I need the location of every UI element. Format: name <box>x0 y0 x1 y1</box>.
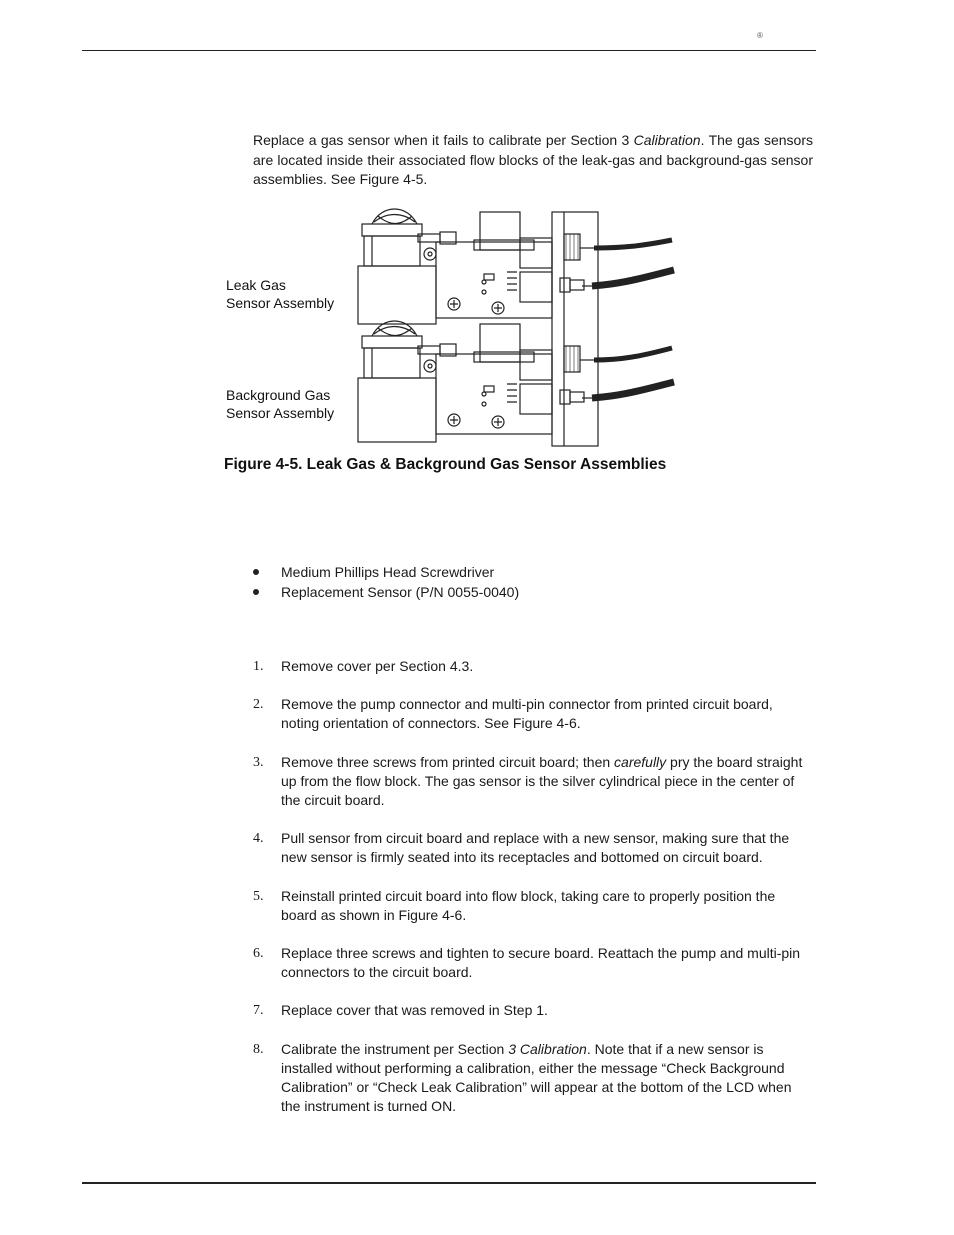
header-rule <box>82 50 816 51</box>
background-gas-assembly-drawing <box>358 321 594 442</box>
step-number: 6. <box>253 946 264 962</box>
step-number: 2. <box>253 697 264 713</box>
step-item <box>253 1040 813 1117</box>
step-text: Pull sensor from circuit board and replace with a new sensor, making sure that the new sensor is firmly seated into its receptacles and bottomed on circuit board. <box>281 830 790 866</box>
step-item <box>253 753 813 811</box>
step-number: 5. <box>253 888 264 904</box>
background-gas-label <box>226 386 334 422</box>
step-text: Calibrate the instrument per Section <box>281 1040 509 1057</box>
background-gas-label-line2: Sensor Assembly <box>226 405 335 421</box>
leak-gas-label <box>226 276 334 312</box>
step-item <box>253 657 813 676</box>
step-text: Replace three screws and tighten to secure board. Reattach the pump and multi-pin connectors to the circuit board. <box>281 945 801 981</box>
leak-gas-assembly-drawing <box>358 209 594 324</box>
tool-label: Replacement Sensor (P/N 0055-0040) <box>281 584 520 600</box>
step-text: Remove three screws from printed circuit board; then <box>281 753 615 770</box>
step-text: Replace cover that was removed in Step 1. <box>281 1002 548 1019</box>
intro-text-2: . The gas sensors are located inside their associated flow blocks of the leak-gas and background-gas sensor assemblies. See Figure 4-5. <box>253 132 813 187</box>
step-number: 8. <box>253 1041 264 1057</box>
sensor-assembly-figure <box>222 204 682 449</box>
step-text: Remove the pump connector and multi-pin connector from printed circuit board, noting orientation of connectors. See Figure 4-6. <box>281 696 773 732</box>
list-item <box>253 582 519 602</box>
intro-italic: Calibration <box>633 132 701 148</box>
step-text: Remove cover per Section 4.3. <box>281 658 474 674</box>
step-number: 3. <box>253 754 264 770</box>
step-item <box>253 944 813 982</box>
intro-text-1: Replace a gas sensor when it fails to calibrate per Section 3 <box>253 132 634 148</box>
bullet-icon <box>253 589 259 595</box>
step-number: 7. <box>253 1003 264 1019</box>
step-text-continued: pry the board straight up from the flow block. The gas sensor is the silver cylindrical piece in the center of the circuit board. <box>281 753 803 809</box>
step-text-continued: . Note that if a new sensor is installed without performing a calibration, either the message “Check Background Calibration” or “Check Leak Calibration” will appear at the bottom of the LCD when the instrument is turned ON. <box>281 1040 792 1115</box>
step-number: 4. <box>253 831 264 847</box>
step-item <box>253 695 813 733</box>
background-gas-label-line1: Background Gas <box>226 387 331 403</box>
figure-caption: Figure 4-5. Leak Gas & Background Gas Sensor Assemblies <box>224 456 667 473</box>
tool-label: Medium Phillips Head Screwdriver <box>281 564 495 580</box>
step-item <box>253 1001 813 1020</box>
step-item <box>253 887 813 925</box>
step-text: Reinstall printed circuit board into flow block, taking care to properly position the board as shown in Figure 4-6. <box>281 887 776 923</box>
registered-mark: ® <box>757 31 763 40</box>
step-italic: carefully <box>614 753 667 770</box>
leak-gas-label-line1: Leak Gas <box>226 277 286 293</box>
procedure-steps <box>253 657 813 1135</box>
step-item <box>253 829 813 867</box>
tools-list <box>253 562 519 602</box>
step-italic: 3 Calibration <box>508 1040 587 1057</box>
leak-gas-label-line2: Sensor Assembly <box>226 295 335 311</box>
list-item <box>253 562 519 582</box>
step-number: 1. <box>253 659 264 674</box>
intro-paragraph <box>253 131 813 190</box>
bullet-icon <box>253 569 259 575</box>
footer-rule <box>82 1182 816 1184</box>
